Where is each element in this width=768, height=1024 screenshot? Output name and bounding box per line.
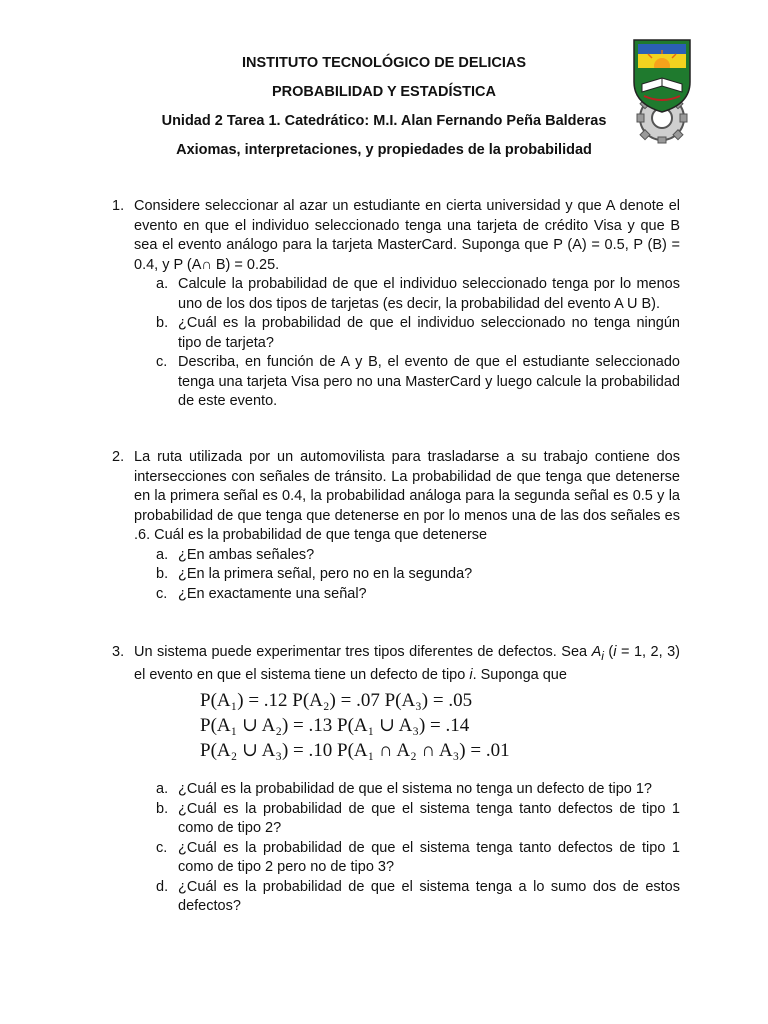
item-text: ¿En la primera señal, pero no en la segunda? [178, 566, 473, 582]
list-item [156, 546, 680, 566]
item-label: b. [156, 800, 169, 817]
item-text: ¿Cuál es la probabilidad de que el sistema tenga a lo sumo dos de estos defectos? [178, 878, 680, 914]
question-1 [112, 197, 680, 412]
question-text: Un sistema puede experimentar tres tipos diferentes de defectos. Sea $A_i$ (i = 1, 2, 3) el evento en que el sistema tiene un defecto de tipo i. Suponga que [134, 644, 680, 684]
list-item [156, 314, 680, 353]
item-label: c. [156, 839, 168, 856]
list-item [156, 353, 680, 412]
formula-line: P(A₁ ∪ A₂) = .13 P(A₁ ∪ A₃) = .14 [200, 715, 470, 736]
item-text: Calcule la probabilidad de que el individuo seleccionado tenga por lo menos uno de los dos tipos de tarjetas (es decir, la probabilidad del evento A U B). [178, 276, 680, 312]
list-item [156, 800, 680, 839]
question-number: 1. [112, 198, 125, 214]
list-item [156, 565, 680, 585]
item-label: a. [156, 781, 169, 797]
item-text: Describa, en función de A y B, el evento de que el estudiante seleccionado tenga una tarjeta Visa pero no una MasterCard y luego calcule la probabilidad de este evento. [178, 354, 680, 409]
item-text: ¿Cuál es la probabilidad de que el sistema no tenga un defecto de tipo 1? [178, 781, 652, 797]
list-item [156, 839, 680, 878]
item-text: ¿Cuál es la probabilidad de que el sistema tenga tanto defectos de tipo 1 como de tipo 2? [178, 800, 680, 836]
question-text: La ruta utilizada por un automovilista para trasladarse a su trabajo contiene dos intersecciones con señales de tránsito. La probabilidad de que tenga que detenerse en la primera señal es 0.4, la probabilidad análoga para la segunda señal es 0.5 y la probabilidad de que tenga que detenerse en por lo menos una de las dos señales es .6. Cuál es la probabilidad de que tenga que detenerse [134, 449, 680, 543]
list-item [156, 585, 680, 605]
item-text: ¿Cuál es la probabilidad de que el sistema tenga tanto defectos de tipo 1 como de tipo 2 pero no de tipo 3? [178, 839, 680, 875]
probability-formula [200, 688, 568, 768]
item-label: b. [156, 315, 169, 331]
item-label: d. [156, 878, 169, 895]
item-text: ¿En exactamente una señal? [178, 585, 367, 602]
item-label: c. [156, 354, 168, 370]
item-text: ¿En ambas señales? [178, 546, 315, 563]
formula-line: P(A₂ ∪ A₃) = .10 P(A₁ ∩ A₂ ∩ A₃) = .01 [200, 740, 510, 761]
question-number: 3. [112, 644, 125, 660]
question-number: 2. [112, 449, 125, 465]
question-3 [112, 643, 680, 686]
course-title: PROBABILIDAD Y ESTADÍSTICA [272, 84, 496, 100]
formula-line: P(A₁) = .12 P(A₂) = .07 P(A₃) = .05 [200, 690, 473, 711]
item-label: a. [156, 276, 169, 292]
unit-line: Unidad 2 Tarea 1. Catedrático: M.I. Alan Fernando Peña Balderas [161, 113, 607, 129]
item-label: b. [156, 566, 169, 582]
question-3-items [112, 780, 680, 917]
institution-title: INSTITUTO TECNOLÓGICO DE DELICIAS [241, 55, 527, 71]
institute-logo [630, 38, 694, 144]
list-item [156, 275, 680, 314]
item-label: c. [156, 585, 168, 602]
item-text: ¿Cuál es la probabilidad de que el individuo seleccionado no tenga ningún tipo de tarjeta? [178, 315, 680, 351]
question-2 [112, 448, 680, 604]
item-label: a. [156, 546, 169, 563]
question-text: Considere seleccionar al azar un estudiante en cierta universidad y que A denote el evento en que el individuo seleccionado tenga una tarjeta de crédito Visa y que B sea el evento análogo para la tarjeta MasterCard. Suponga que P (A) = 0.5, P (B) = 0.4, y P (A∩ B) = 0.25. [134, 198, 680, 273]
list-item [156, 878, 680, 917]
list-item [156, 780, 680, 800]
topic-title: Axiomas, interpretaciones, y propiedades de la probabilidad [176, 142, 592, 158]
